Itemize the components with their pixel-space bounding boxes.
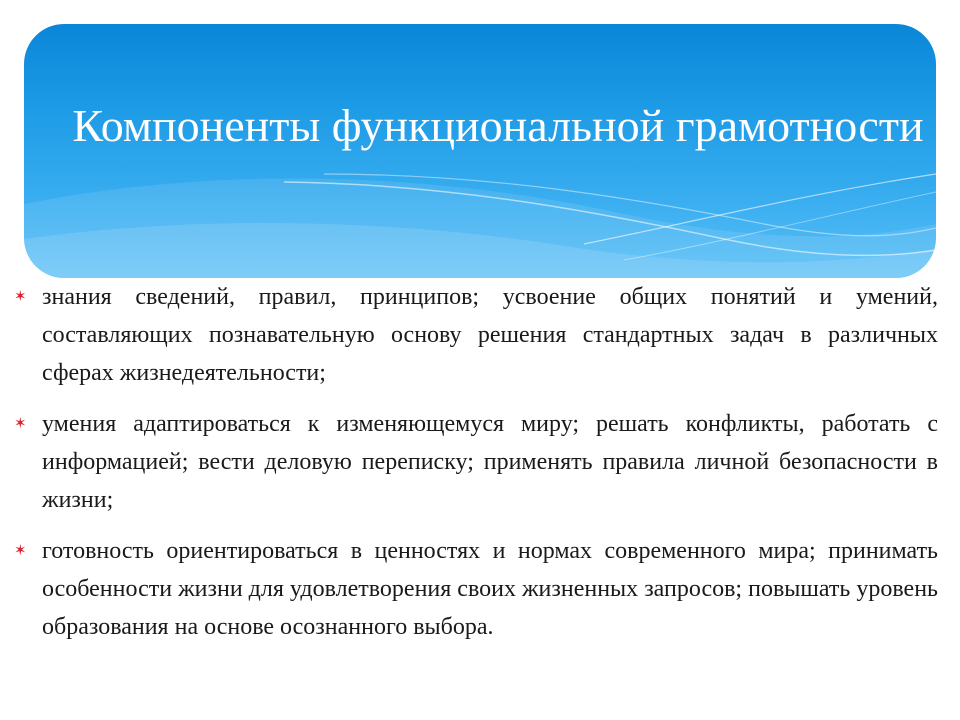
bullet-list: [12, 278, 938, 659]
bullet-text: умения адаптироваться к изменяющемуся миру; решать конфликты, работать с информацией; вести деловую переписку; применять правила личной безопасности в жизни;: [42, 411, 938, 513]
list-item: [12, 532, 938, 646]
list-item: [12, 278, 938, 392]
star-bullet-icon: ✶: [14, 543, 27, 559]
bullet-text: готовность ориентироваться в ценностях и нормах современного мира; принимать особенности жизни для удовлетворения своих жизненных запросов; повышать уровень образования на основе осознанного выбора.: [42, 538, 938, 640]
bullet-text: знания сведений, правил, принципов; усвоение общих понятий и умений, составляющих познавательную основу решения стандартных задач в различных сферах жизнедеятельности;: [42, 284, 938, 386]
star-bullet-icon: ✶: [14, 416, 27, 432]
slide-title: Компоненты функциональной грамотности: [72, 100, 924, 151]
star-bullet-icon: ✶: [14, 289, 27, 305]
list-item: [12, 405, 938, 519]
